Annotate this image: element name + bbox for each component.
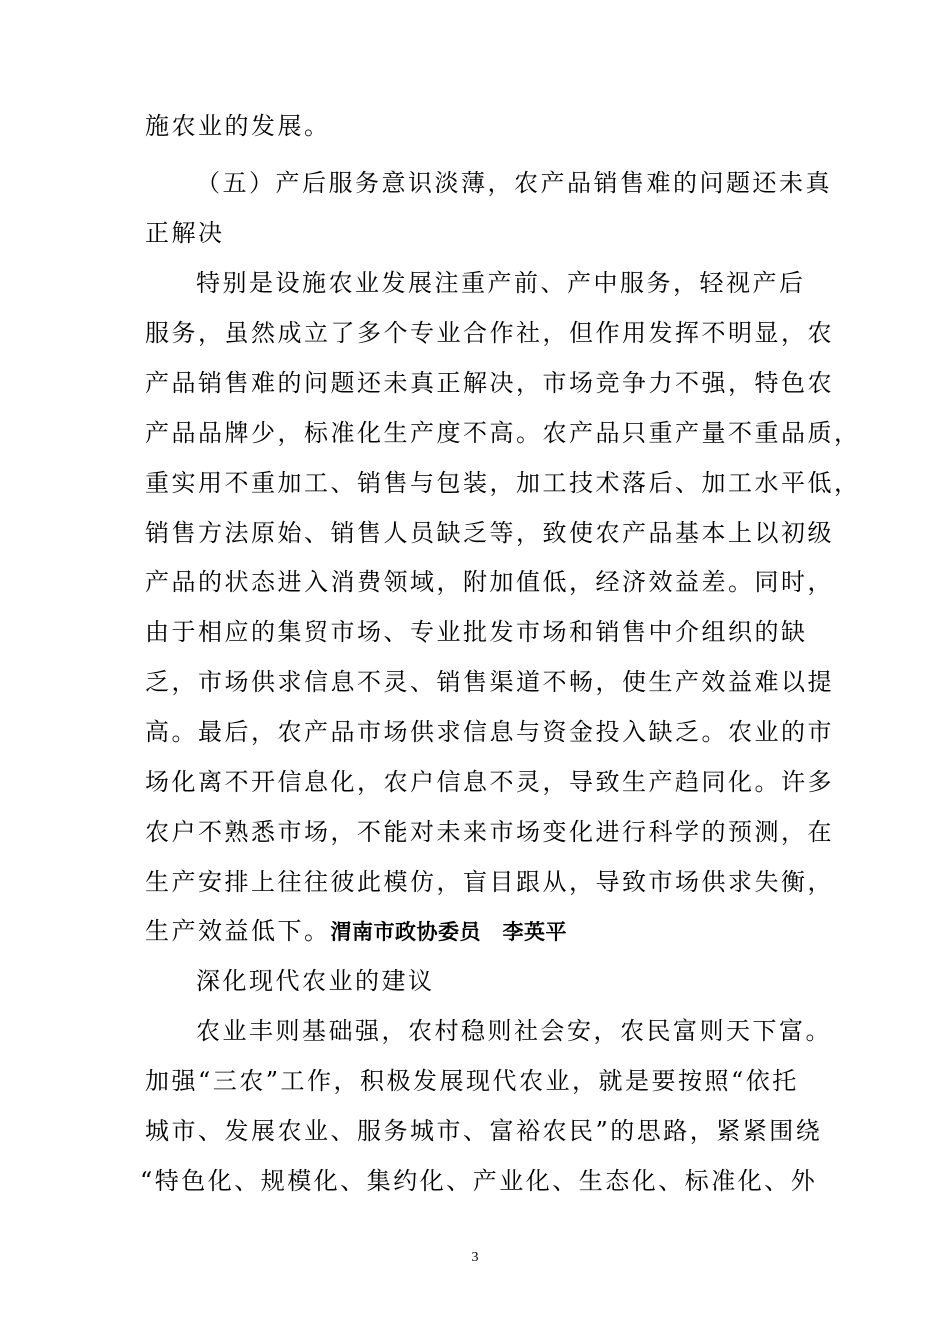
text-line-17-content: 生产效益低下。	[145, 917, 331, 945]
text-line-15: 农户不熟悉市场，不能对未来市场变化进行科学的预测，在	[145, 818, 834, 846]
text-line-14: 场化离不开信息化，农户信息不灵，导致生产趋同化。许多	[145, 768, 834, 796]
text-line-1: 施农业的发展。	[145, 112, 331, 140]
section-heading-line-1: （五）产后服务意识淡薄，农产品销售难的问题还未真	[196, 169, 832, 197]
text-line-21: 城市、发展农业、服务城市、富裕农民”的思路，紧紧围绕	[145, 1117, 823, 1145]
text-line-13: 高。最后，农产品市场供求信息与资金投入缺乏。农业的市	[145, 718, 834, 746]
text-line-9: 销售方法原始、销售人员缺乏等，致使农产品基本上以初级	[145, 519, 834, 547]
text-line-10: 产品的状态进入消费领域，附加值低，经济效益差。同时，	[145, 568, 834, 596]
author-name: 渭南市政协委员 李英平	[330, 920, 567, 944]
text-line-20: 加强“三农”工作，积极发展现代农业，就是要按照“依托	[145, 1067, 799, 1095]
text-line-4: 特别是设施农业发展注重产前、产中服务，轻视产后	[196, 269, 806, 297]
text-line-11: 由于相应的集贸市场、专业批发市场和销售中介组织的缺	[145, 618, 808, 646]
text-line-8: 重实用不重加工、销售与包装，加工技术落后、加工水平低，	[145, 469, 861, 497]
text-line-7: 产品品牌少，标准化生产度不高。农产品只重产量不重品质，	[145, 419, 861, 447]
text-line-19: 农业丰则基础强，农村稳则社会安，农民富则天下富。	[196, 1017, 832, 1045]
page-number: 3	[471, 1250, 479, 1265]
text-line-16: 生产安排上往往彼此模仿，盲目跟从，导致市场供求失衡，	[145, 868, 834, 896]
article-title: 深化现代农业的建议	[196, 967, 435, 995]
text-line-17	[145, 916, 567, 947]
text-line-22: “特色化、规模化、集约化、产业化、生态化、标准化、外	[140, 1167, 818, 1195]
text-line-5: 服务，虽然成立了多个专业合作社，但作用发挥不明显，农	[145, 319, 834, 347]
text-line-6: 产品销售难的问题还未真正解决，市场竞争力不强，特色农	[145, 369, 834, 397]
section-heading-line-2: 正解决	[145, 219, 225, 247]
text-line-12: 乏，市场供求信息不灵、销售渠道不畅，使生产效益难以提	[145, 668, 834, 696]
